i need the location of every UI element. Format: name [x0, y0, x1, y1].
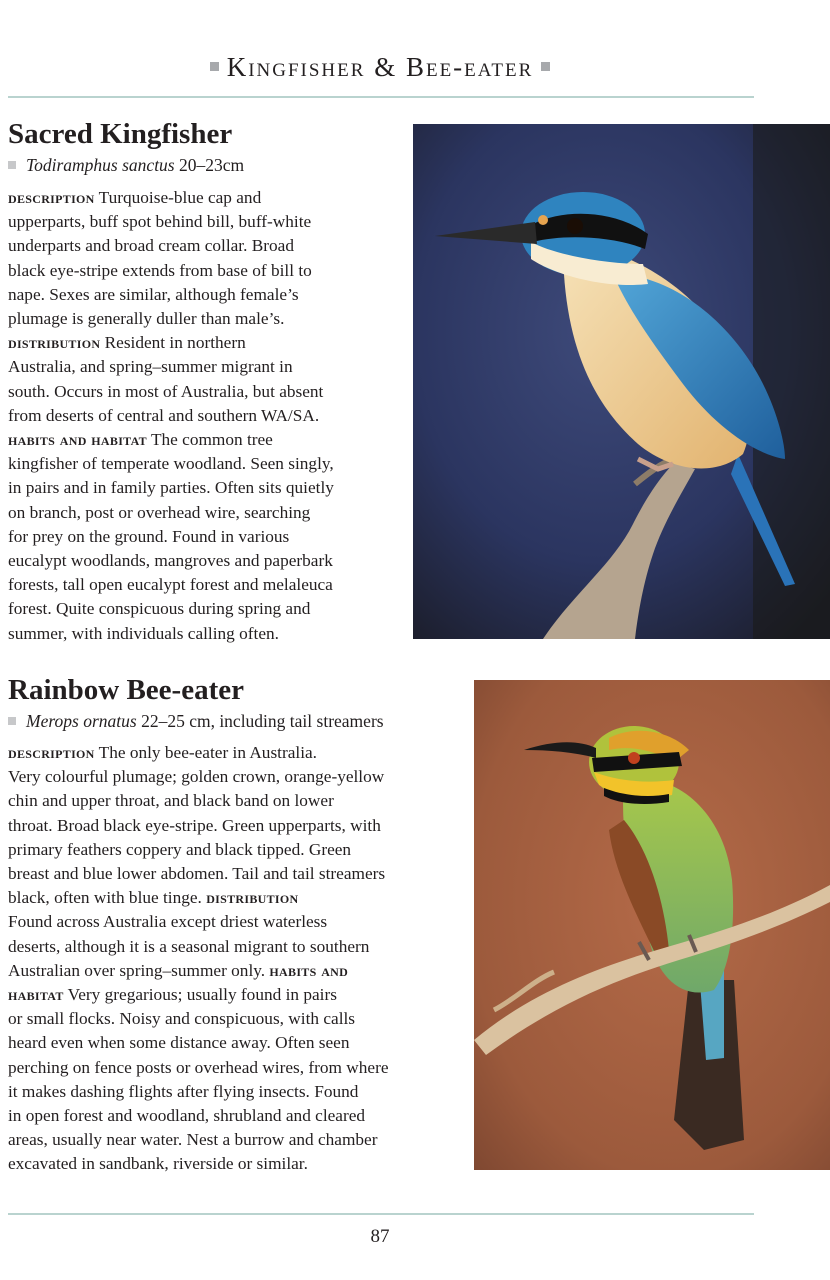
- text-segment: black, often with blue tinge.: [8, 888, 207, 908]
- species-size: 20–23cm: [174, 155, 245, 175]
- text-segment: primary feathers coppery and black tipped. Green: [8, 839, 352, 859]
- species-title-bee-eater: Rainbow Bee-eater: [8, 674, 244, 706]
- page-number: 87: [370, 1226, 390, 1247]
- text-line: [8, 765, 389, 789]
- text-segment: from deserts of central and southern WA/SA.: [8, 405, 320, 425]
- footer-rule: [8, 1213, 754, 1215]
- text-line: [8, 210, 334, 234]
- text-segment: breast and blue lower abdomen. Tail and tail streamers: [8, 864, 386, 884]
- text-line: [8, 259, 334, 283]
- text-line: [8, 597, 334, 621]
- text-line: [8, 862, 389, 886]
- text-segment: perching on fence posts or overhead wires, from where: [8, 1057, 389, 1077]
- text-line: [8, 501, 334, 525]
- text-line: [8, 404, 334, 428]
- bee-eater-image: [474, 680, 830, 1170]
- text-line: [8, 573, 334, 597]
- header-rule: [8, 96, 754, 98]
- text-line: [8, 476, 334, 500]
- latin-name: Merops ornatus: [26, 711, 137, 731]
- text-line: [8, 380, 334, 404]
- species-size: 22–25 cm, including tail streamers: [136, 711, 384, 731]
- text-line: [8, 622, 334, 646]
- section-heading: habits and habitat: [8, 430, 147, 450]
- latin-name: Todiramphus sanctus: [26, 155, 175, 175]
- species-latin-bee-eater: [8, 711, 384, 732]
- text-line: [8, 789, 389, 813]
- text-segment: Australia, and spring–summer migrant in: [8, 357, 293, 377]
- text-segment: Very gregarious; usually found in pairs: [63, 985, 337, 1005]
- text-segment: eucalypt woodlands, mangroves and paperbark: [8, 551, 333, 571]
- header-title-part1: Kingfisher: [226, 52, 366, 82]
- photo-rainbow-bee-eater: [474, 680, 830, 1170]
- text-segment: heard even when some distance away. Often seen: [8, 1033, 350, 1053]
- text-segment: The only bee-eater in Australia.: [94, 743, 317, 762]
- text-segment: in pairs and in family parties. Often sits quietly: [8, 478, 334, 498]
- species-description-kingfisher: [8, 186, 334, 646]
- text-segment: kingfisher of temperate woodland. Seen singly,: [8, 454, 334, 474]
- section-heading: habits and: [269, 960, 349, 980]
- text-line: [8, 283, 334, 307]
- text-line: [8, 452, 334, 476]
- section-heading: distribution: [8, 333, 101, 353]
- header-ampersand: &: [374, 52, 398, 82]
- text-segment: Australian over spring–summer only.: [8, 960, 270, 980]
- text-line: [8, 838, 389, 862]
- text-segment: upperparts, buff spot behind bill, buff-white: [8, 212, 312, 232]
- text-line: [8, 331, 334, 355]
- latin-bullet: [8, 161, 16, 169]
- text-segment: it makes dashing flights after flying insects. Found: [8, 1081, 359, 1101]
- text-segment: Found across Australia except driest waterless: [8, 912, 328, 932]
- text-line: [8, 935, 389, 959]
- text-segment: Resident in northern: [100, 333, 246, 353]
- text-segment: south. Occurs in most of Australia, but absent: [8, 381, 324, 401]
- text-segment: forest. Quite conspicuous during spring and: [8, 599, 311, 619]
- latin-bullet: [8, 717, 16, 725]
- text-segment: throat. Broad black eye-stripe. Green upperparts, with: [8, 815, 381, 835]
- species-title-kingfisher: Sacred Kingfisher: [8, 118, 233, 150]
- text-line: [8, 355, 334, 379]
- text-segment: in open forest and woodland, shrubland and cleared: [8, 1106, 366, 1126]
- kingfisher-image: [413, 124, 830, 639]
- text-segment: excavated in sandbank, riverside or similar.: [8, 1154, 308, 1174]
- header-bullet-right: [541, 62, 550, 71]
- text-segment: areas, usually near water. Nest a burrow and chamber: [8, 1130, 378, 1150]
- text-line: [8, 741, 389, 765]
- text-segment: summer, with individuals calling often.: [8, 623, 279, 643]
- text-line: [8, 549, 334, 573]
- text-segment: forests, tall open eucalypt forest and melaleuca: [8, 575, 333, 595]
- text-segment: plumage is generally duller than male’s.: [8, 309, 285, 329]
- text-line: [8, 1128, 389, 1152]
- text-line: [8, 525, 334, 549]
- text-segment: Very colourful plumage; golden crown, orange-yellow: [8, 767, 385, 787]
- photo-sacred-kingfisher: [413, 124, 830, 639]
- text-segment: black eye-stripe extends from base of bill to: [8, 260, 312, 280]
- text-line: [8, 1031, 389, 1055]
- text-line: [8, 428, 334, 452]
- text-segment: or small flocks. Noisy and conspicuous, with calls: [8, 1009, 356, 1029]
- text-line: [8, 1080, 389, 1104]
- text-line: [8, 307, 334, 331]
- text-line: [8, 1007, 389, 1031]
- section-heading: habitat: [8, 985, 64, 1005]
- section-heading: description: [8, 188, 95, 207]
- text-line: [8, 814, 389, 838]
- text-segment: chin and upper throat, and black band on lower: [8, 791, 334, 811]
- text-segment: The common tree: [146, 430, 273, 450]
- text-line: [8, 886, 389, 910]
- text-line: [8, 959, 389, 983]
- text-line: [8, 983, 389, 1007]
- header-bullet-left: [210, 62, 219, 71]
- text-segment: Turquoise-blue cap and: [94, 188, 262, 207]
- section-heading: description: [8, 743, 95, 762]
- species-latin-kingfisher: [8, 155, 244, 176]
- species-description-bee-eater: [8, 741, 389, 1177]
- text-segment: underparts and broad cream collar. Broad: [8, 236, 294, 256]
- section-heading: distribution: [206, 888, 299, 908]
- text-segment: deserts, although it is a seasonal migrant to southern: [8, 936, 370, 956]
- text-segment: on branch, post or overhead wire, searching: [8, 502, 311, 522]
- running-header: [0, 52, 760, 83]
- text-line: [8, 186, 334, 210]
- text-line: [8, 1056, 389, 1080]
- text-line: [8, 1104, 389, 1128]
- text-segment: for prey on the ground. Found in various: [8, 526, 290, 546]
- text-line: [8, 1152, 389, 1176]
- text-segment: nape. Sexes are similar, although female’s: [8, 284, 299, 304]
- text-line: [8, 910, 389, 934]
- text-line: [8, 234, 334, 258]
- header-title-part2: Bee-eater: [405, 52, 534, 82]
